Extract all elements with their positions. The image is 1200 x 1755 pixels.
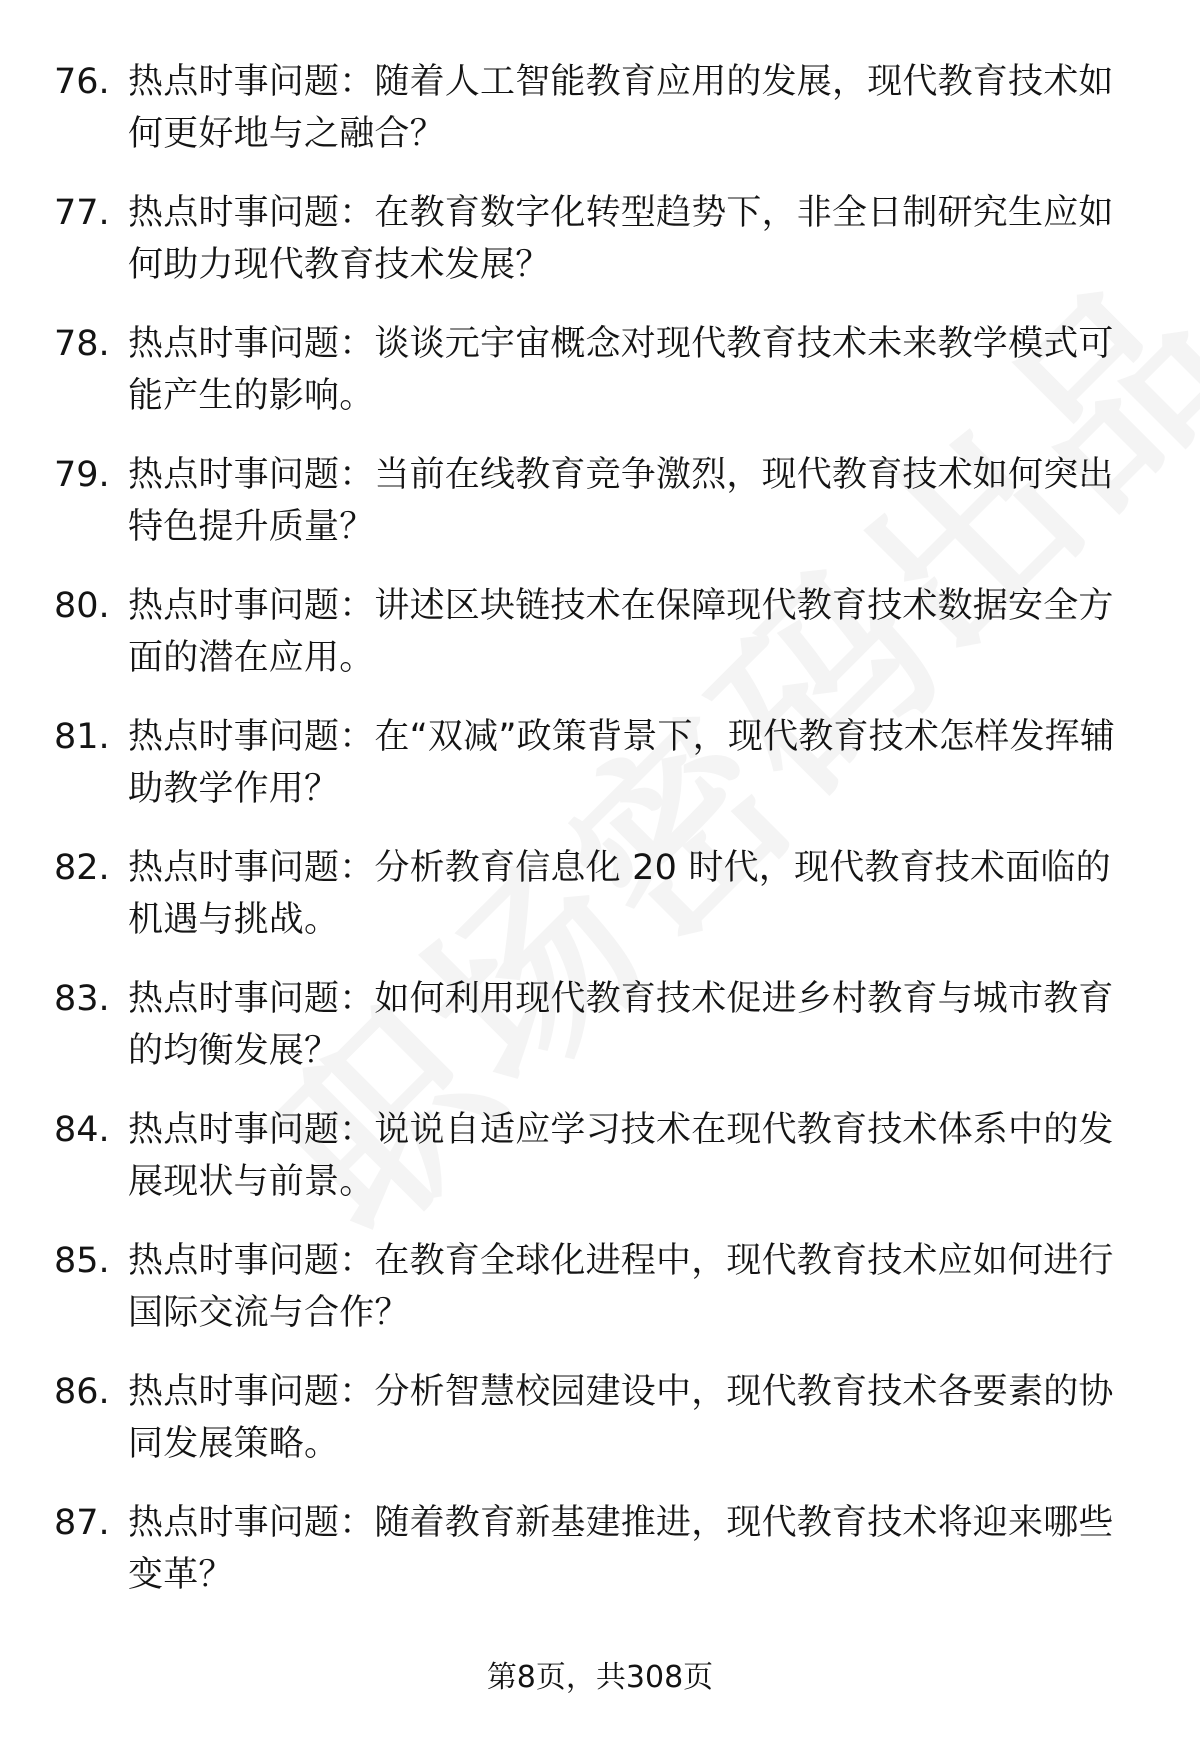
question-number: 82. [54, 848, 110, 888]
question-number: 84. [54, 1110, 110, 1150]
question-item [0, 711, 1200, 842]
question-text: 热点时事问题：说说自适应学习技术在现代教育技术体系中的发展现状与前景。 [128, 1110, 1114, 1202]
question-text: 热点时事问题：谈谈元宇宙概念对现代教育技术未来教学模式可能产生的影响。 [128, 324, 1114, 416]
question-text: 热点时事问题：随着教育新基建推进，现代教育技术将迎来哪些变革？ [128, 1503, 1114, 1595]
question-number: 80. [54, 586, 110, 626]
page-footer: 第8页，共308页 [486, 1660, 714, 1695]
question-item [0, 187, 1200, 318]
question-item [0, 449, 1200, 580]
question-number: 76. [54, 62, 110, 102]
question-text: 热点时事问题：在教育数字化转型趋势下，非全日制研究生应如何助力现代教育技术发展？ [128, 193, 1114, 285]
question-list [0, 56, 1200, 1628]
question-item [0, 56, 1200, 187]
question-number: 78. [54, 324, 110, 364]
question-number: 85. [54, 1241, 110, 1281]
question-text: 热点时事问题：如何利用现代教育技术促进乡村教育与城市教育的均衡发展？ [128, 979, 1114, 1071]
question-text: 热点时事问题：在“双减”政策背景下，现代教育技术怎样发挥辅助教学作用？ [128, 717, 1116, 809]
question-item [0, 1235, 1200, 1366]
question-item [0, 1104, 1200, 1235]
question-item [0, 973, 1200, 1104]
question-number: 83. [54, 979, 110, 1019]
question-number: 81. [54, 717, 110, 757]
question-number: 87. [54, 1503, 110, 1543]
question-item [0, 1497, 1200, 1628]
question-text: 热点时事问题：分析教育信息化 20 时代，现代教育技术面临的机遇与挑战。 [128, 848, 1111, 940]
question-text: 热点时事问题：随着人工智能教育应用的发展，现代教育技术如何更好地与之融合？ [128, 62, 1114, 154]
question-text: 热点时事问题：分析智慧校园建设中，现代教育技术各要素的协同发展策略。 [128, 1372, 1114, 1464]
question-item [0, 580, 1200, 711]
question-text: 热点时事问题：在教育全球化进程中，现代教育技术应如何进行国际交流与合作？ [128, 1241, 1114, 1333]
question-item [0, 318, 1200, 449]
question-text: 热点时事问题：讲述区块链技术在保障现代教育技术数据安全方面的潜在应用。 [128, 586, 1114, 678]
question-number: 79. [54, 455, 110, 495]
question-number: 86. [54, 1372, 110, 1412]
question-number: 77. [54, 193, 110, 233]
question-text: 热点时事问题：当前在线教育竞争激烈，现代教育技术如何突出特色提升质量？ [128, 455, 1114, 547]
question-item [0, 1366, 1200, 1497]
question-item [0, 842, 1200, 973]
